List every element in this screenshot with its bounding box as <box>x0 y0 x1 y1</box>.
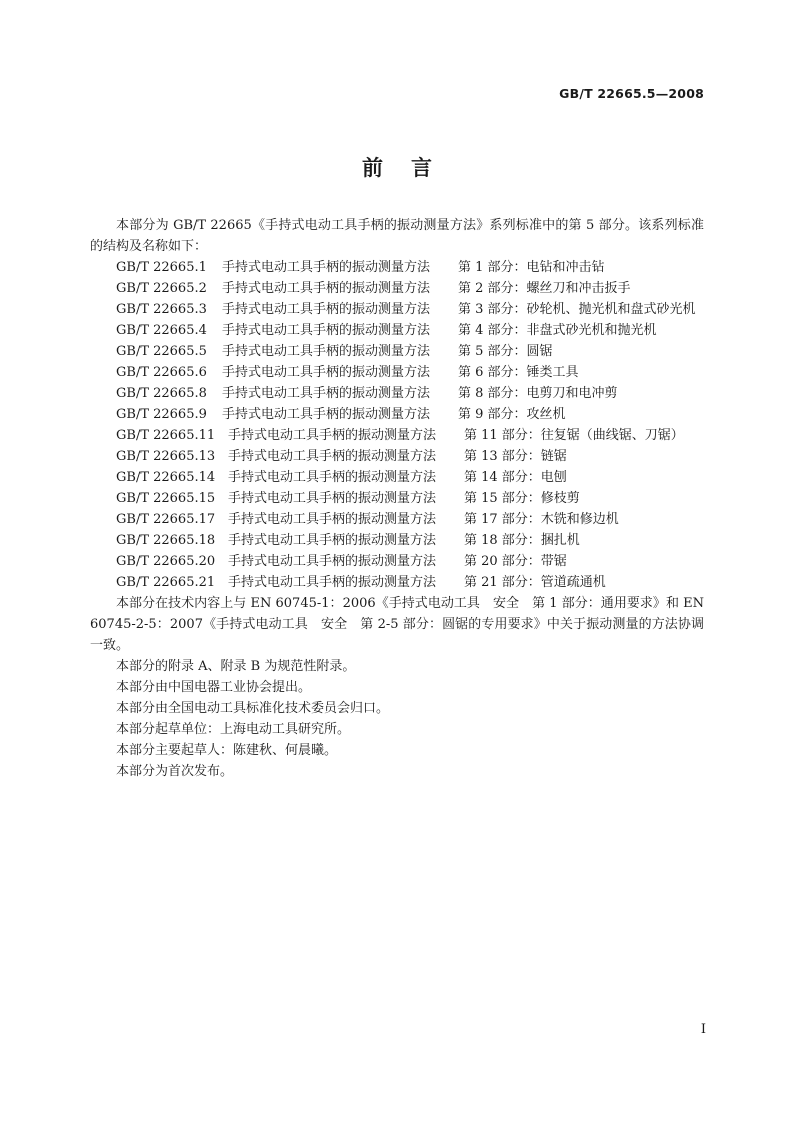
list-item <box>90 383 704 404</box>
part-title: 第 20 部分：带锯 <box>464 554 567 569</box>
part-method: 手持式电动工具手柄的振动测量方法 <box>222 281 431 296</box>
list-item <box>90 467 704 488</box>
part-method: 手持式电动工具手柄的振动测量方法 <box>228 449 437 464</box>
part-code: GB/T 22665.21 <box>116 575 216 590</box>
part-method: 手持式电动工具手柄的振动测量方法 <box>228 470 437 485</box>
list-item <box>90 509 704 530</box>
part-code: GB/T 22665.9 <box>116 407 207 422</box>
proposer-paragraph: 本部分由中国电器工业协会提出。 <box>116 680 312 695</box>
standard-code-header: GB/T 22665.5—2008 <box>559 86 704 101</box>
list-item <box>90 299 704 320</box>
part-code: GB/T 22665.2 <box>116 281 207 296</box>
part-title: 第 15 部分：修枝剪 <box>464 491 580 506</box>
page-number: I <box>700 1022 706 1037</box>
list-item <box>90 530 704 551</box>
annex-paragraph: 本部分的附录 A、附录 B 为规范性附录。 <box>116 659 356 674</box>
part-code: GB/T 22665.8 <box>116 386 207 401</box>
part-title: 第 14 部分：电刨 <box>464 470 567 485</box>
part-method: 手持式电动工具手柄的振动测量方法 <box>228 512 437 527</box>
part-code: GB/T 22665.15 <box>116 491 216 506</box>
part-title: 第 13 部分：链锯 <box>464 449 567 464</box>
part-title: 第 17 部分：木铣和修边机 <box>464 512 619 527</box>
part-method: 手持式电动工具手柄的振动测量方法 <box>222 365 431 380</box>
part-code: GB/T 22665.1 <box>116 260 207 275</box>
part-code: GB/T 22665.11 <box>116 428 216 443</box>
list-item <box>90 488 704 509</box>
list-item <box>90 362 704 383</box>
part-method: 手持式电动工具手柄的振动测量方法 <box>228 428 437 443</box>
list-item <box>90 404 704 425</box>
part-title: 第 11 部分：往复锯（曲线锯、刀锯） <box>464 428 684 443</box>
list-item <box>90 320 704 341</box>
parts-list <box>90 257 704 593</box>
part-title: 第 9 部分：攻丝机 <box>458 407 566 422</box>
drafters-paragraph: 本部分主要起草人：陈建秋、何晨曦。 <box>116 743 338 758</box>
part-method: 手持式电动工具手柄的振动测量方法 <box>222 302 431 317</box>
part-title: 第 8 部分：电剪刀和电冲剪 <box>458 386 618 401</box>
part-code: GB/T 22665.13 <box>116 449 216 464</box>
part-method: 手持式电动工具手柄的振动测量方法 <box>228 491 437 506</box>
list-item <box>90 425 704 446</box>
list-item <box>90 551 704 572</box>
list-item <box>90 572 704 593</box>
part-title: 第 2 部分：螺丝刀和冲击扳手 <box>458 281 631 296</box>
committee-paragraph: 本部分由全国电动工具标准化技术委员会归口。 <box>116 701 390 716</box>
part-title: 第 5 部分：圆锯 <box>458 344 553 359</box>
part-code: GB/T 22665.18 <box>116 533 216 548</box>
part-method: 手持式电动工具手柄的振动测量方法 <box>222 407 431 422</box>
part-method: 手持式电动工具手柄的振动测量方法 <box>228 575 437 590</box>
part-title: 第 21 部分：管道疏通机 <box>464 575 606 590</box>
list-item <box>90 446 704 467</box>
list-item <box>90 341 704 362</box>
part-code: GB/T 22665.20 <box>116 554 216 569</box>
part-code: GB/T 22665.3 <box>116 302 207 317</box>
part-code: GB/T 22665.6 <box>116 365 207 380</box>
part-title: 第 1 部分：电钻和冲击钻 <box>458 260 605 275</box>
part-title: 第 18 部分：捆扎机 <box>464 533 580 548</box>
part-title: 第 4 部分：非盘式砂光机和抛光机 <box>458 323 657 338</box>
intro-paragraph: 本部分为 GB/T 22665《手持式电动工具手柄的振动测量方法》系列标准中的第 5 部分。该系列标准的结构及名称如下： <box>90 218 704 254</box>
part-method: 手持式电动工具手柄的振动测量方法 <box>222 323 431 338</box>
harmonization-paragraph: 本部分在技术内容上与 EN 60745-1：2006《手持式电动工具 安全 第 1 部分：通用要求》和 EN 60745-2-5：2007《手持式电动工具 安全 第 2-5 部分：圆锯的专用要求》中关于振动测量的方法协调一致。 <box>90 596 704 653</box>
part-code: GB/T 22665.14 <box>116 470 216 485</box>
document-body <box>90 215 704 782</box>
part-code: GB/T 22665.4 <box>116 323 207 338</box>
page-title: 前言 <box>362 156 460 180</box>
part-title: 第 6 部分：锤类工具 <box>458 365 579 380</box>
part-method: 手持式电动工具手柄的振动测量方法 <box>222 344 431 359</box>
drafting-unit-paragraph: 本部分起草单位：上海电动工具研究所。 <box>116 722 351 737</box>
list-item <box>90 278 704 299</box>
first-release-paragraph: 本部分为首次发布。 <box>116 764 234 779</box>
part-method: 手持式电动工具手柄的振动测量方法 <box>222 386 431 401</box>
list-item <box>90 257 704 278</box>
part-title: 第 3 部分：砂轮机、抛光机和盘式砂光机 <box>458 302 696 317</box>
part-method: 手持式电动工具手柄的振动测量方法 <box>222 260 431 275</box>
part-code: GB/T 22665.5 <box>116 344 207 359</box>
part-method: 手持式电动工具手柄的振动测量方法 <box>228 533 437 548</box>
part-code: GB/T 22665.17 <box>116 512 216 527</box>
part-method: 手持式电动工具手柄的振动测量方法 <box>228 554 437 569</box>
